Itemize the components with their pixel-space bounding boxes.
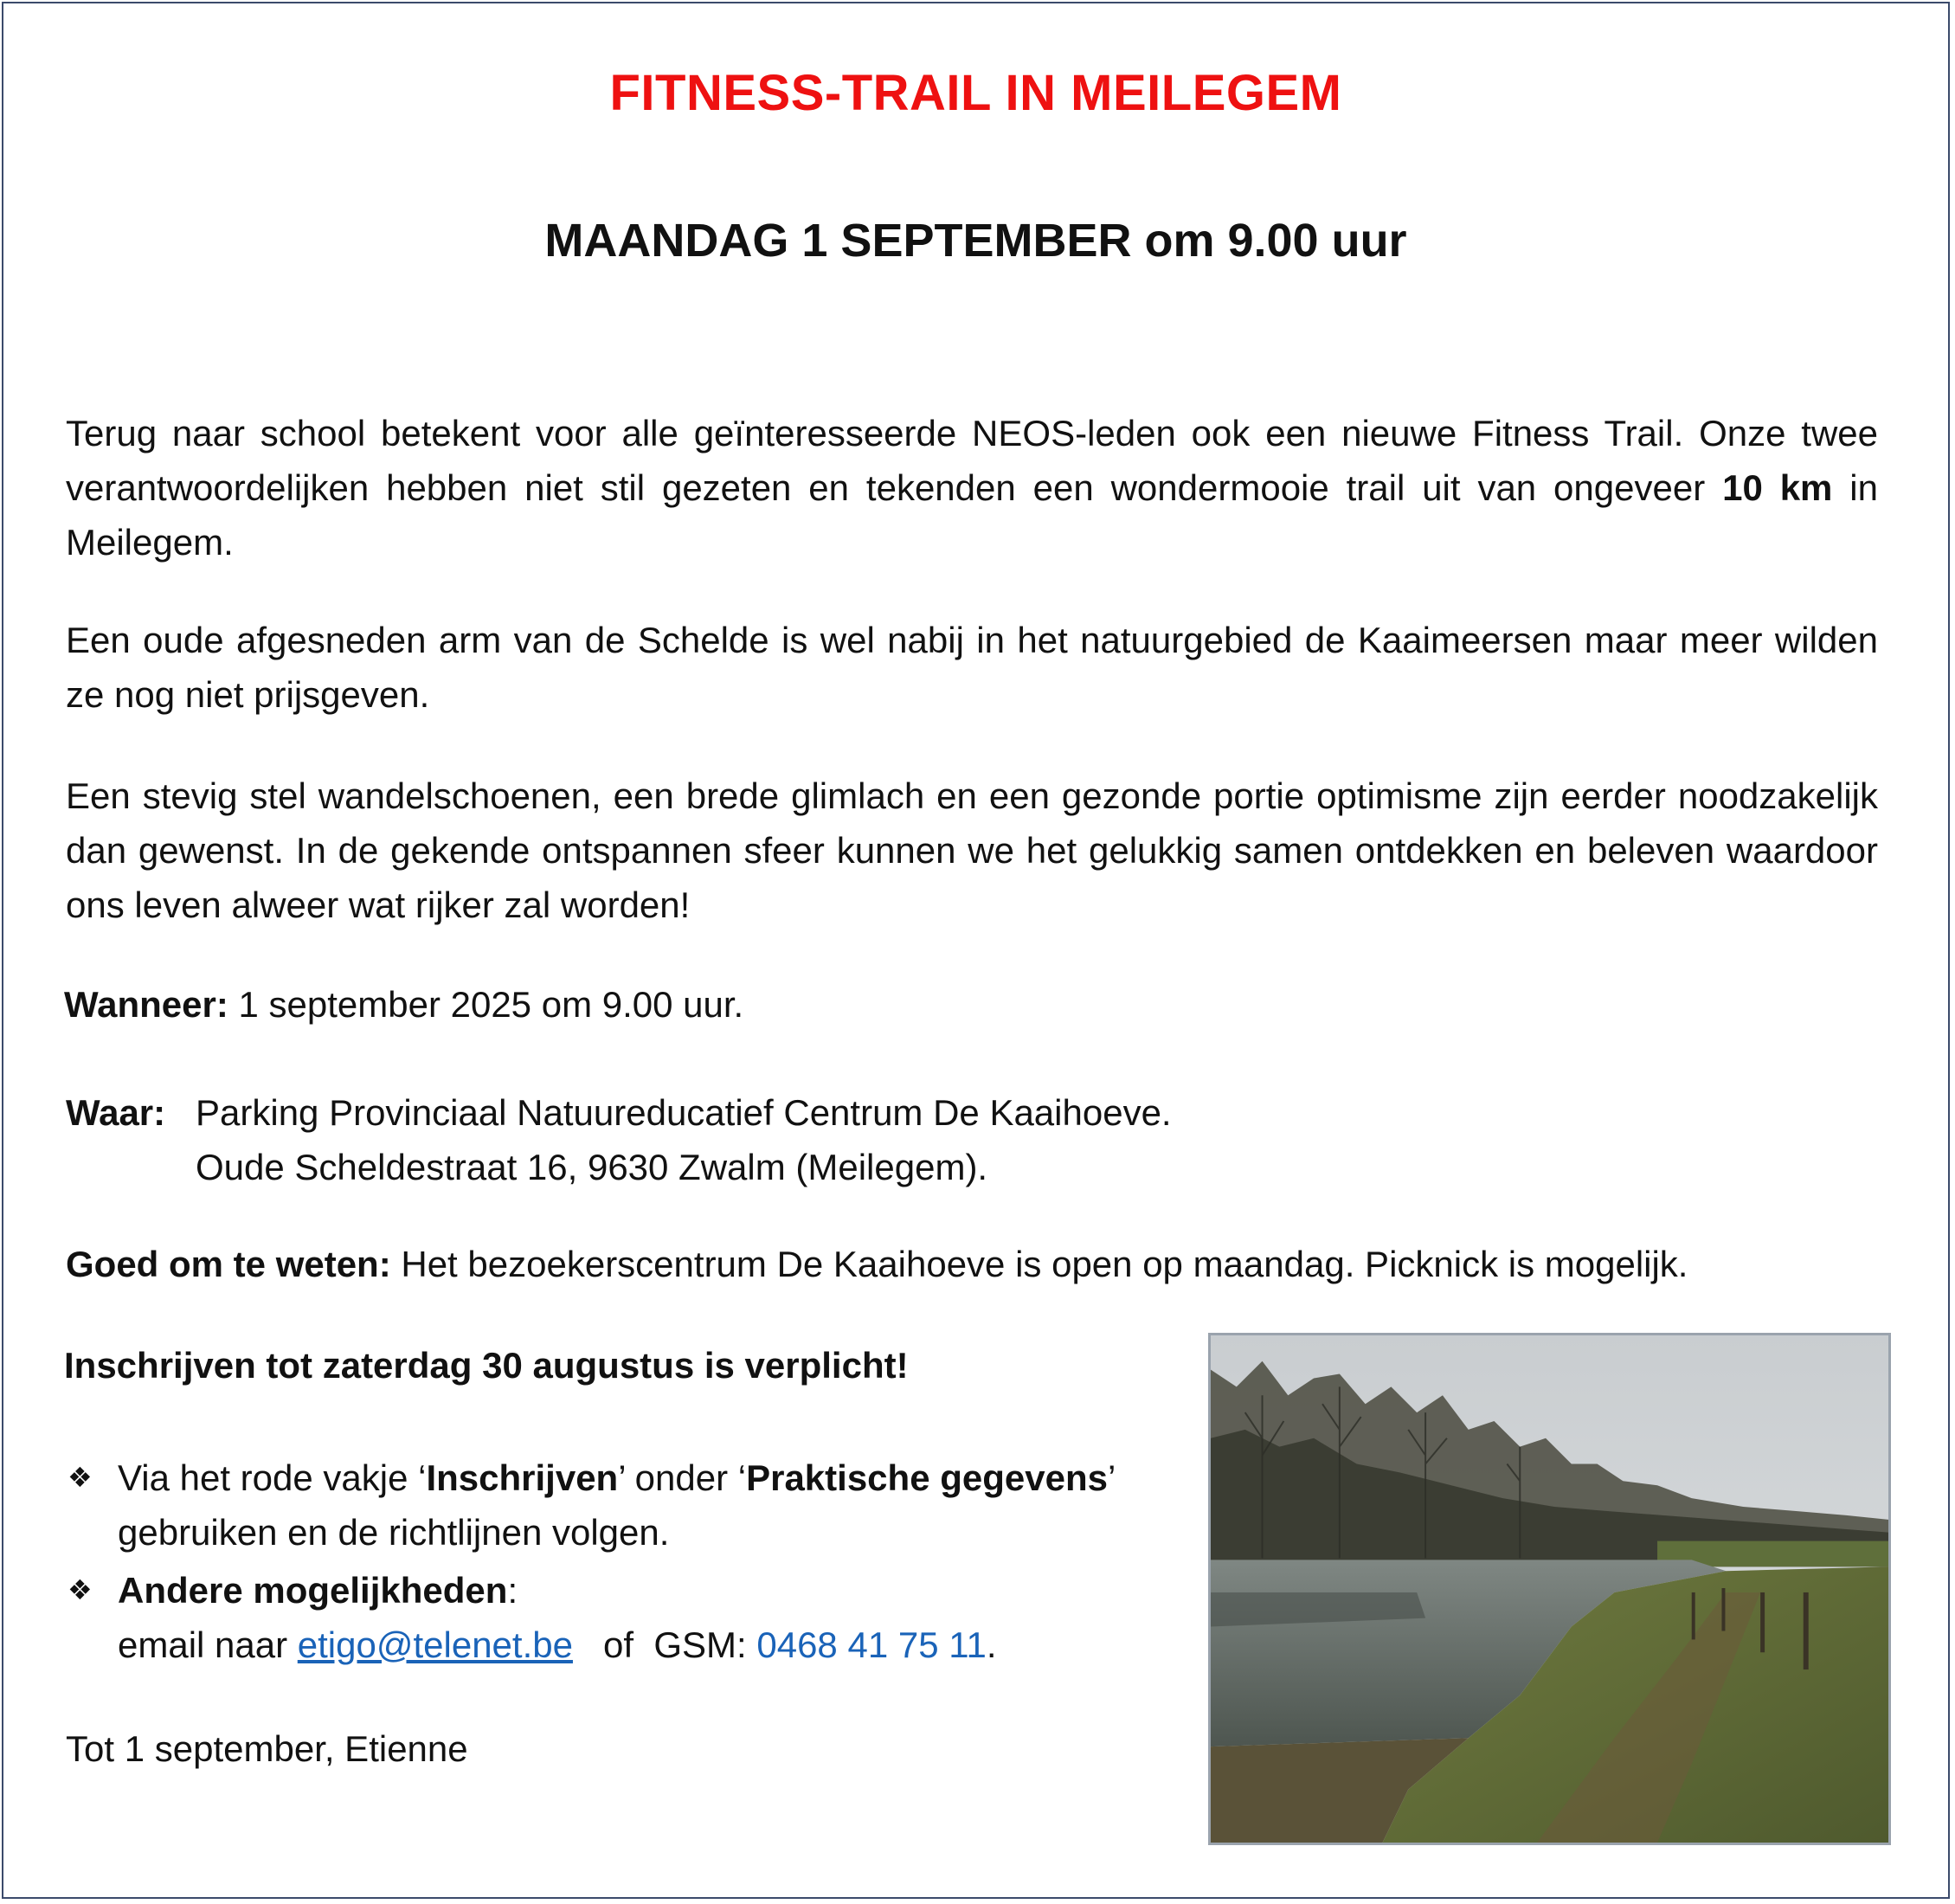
river-landscape-image [1211, 1335, 1888, 1843]
phone-number[interactable]: 0468 41 75 11 [756, 1624, 987, 1665]
when-label: Wanneer: [64, 984, 228, 1025]
intro-paragraph-3: Een stevig stel wandelschoenen, een brede glimlach en een gezonde portie optimisme zijn eerder noodzakelijk dan gewenst. In de gekende ontspannen sfeer kunnen we het gelukkig samen ontdekken en beleven waardoor ons leven alweer wat rijker zal worden! [66, 775, 1878, 925]
diamond-four-icon: ❖ [68, 1574, 93, 1605]
where-row [66, 1085, 165, 1140]
intro-paragraph-2: Een oude afgesneden arm van de Schelde is wel nabij in het natuurgebied de Kaaimeersen maar meer wilden ze nog niet prijsgeven. [66, 620, 1878, 715]
bullet-item-2 [118, 1563, 518, 1618]
praktische-gegevens-term: Praktische gegevens [746, 1457, 1108, 1498]
good-to-know-label: Goed om te weten: [66, 1244, 391, 1284]
inschrijven-term: Inschrijven [426, 1457, 619, 1498]
landscape-photo [1208, 1333, 1891, 1845]
signoff: Tot 1 september, Etienne [66, 1728, 468, 1769]
email-prefix: email naar [118, 1624, 298, 1665]
registration-heading: Inschrijven tot zaterdag 30 augustus is verplicht! [64, 1345, 909, 1386]
when-value: 1 september 2025 om 9.00 uur. [228, 984, 744, 1025]
bullet-item-1 [118, 1451, 1116, 1505]
bullet-text: ’ [1107, 1457, 1116, 1498]
email-link[interactable]: etigo@telenet.be [297, 1624, 573, 1665]
intro-text-end: in Meilegem. [66, 467, 1878, 563]
other-options-label: Andere mogelijkheden [118, 1570, 508, 1611]
where-line-2: Oude Scheldestraat 16, 9630 Zwalm (Meilegem). [196, 1147, 988, 1187]
phone-suffix: . [986, 1624, 997, 1665]
flyer-page [2, 2, 1950, 1899]
intro-paragraph-1 [66, 406, 1878, 569]
good-to-know-value: Het bezoekerscentrum De Kaaihoeve is open op maandag. Picknick is mogelijk. [390, 1244, 1688, 1284]
diamond-four-icon: ❖ [68, 1462, 93, 1493]
bullet-text: : [507, 1570, 518, 1611]
where-label: Waar: [66, 1092, 166, 1133]
when-row [64, 977, 743, 1032]
phone-prefix: of GSM: [572, 1624, 757, 1665]
bullet-item-1-line-2: gebruiken en de richtlijnen volgen. [118, 1512, 670, 1553]
intro-text: Terug naar school betekent voor alle geïnteresseerde NEOS-leden ook een nieuwe Fitness Trail. Onze twee verantwoordelijken hebben niet stil gezeten en tekenden een wondermooie trail uit van ongeveer [66, 413, 1878, 508]
distance-value: 10 km [1722, 467, 1833, 508]
bullet-text: Via het rode vakje ‘ [118, 1457, 427, 1498]
good-to-know-row [66, 1237, 1688, 1291]
where-line-1: Parking Provinciaal Natuureducatief Centrum De Kaaihoeve. [196, 1092, 1172, 1133]
contact-row [118, 1618, 997, 1672]
page-title: FITNESS-TRAIL IN MEILEGEM [609, 65, 1342, 121]
event-date-heading: MAANDAG 1 SEPTEMBER om 9.00 uur [544, 215, 1407, 267]
bullet-text: ’ onder ‘ [618, 1457, 747, 1498]
